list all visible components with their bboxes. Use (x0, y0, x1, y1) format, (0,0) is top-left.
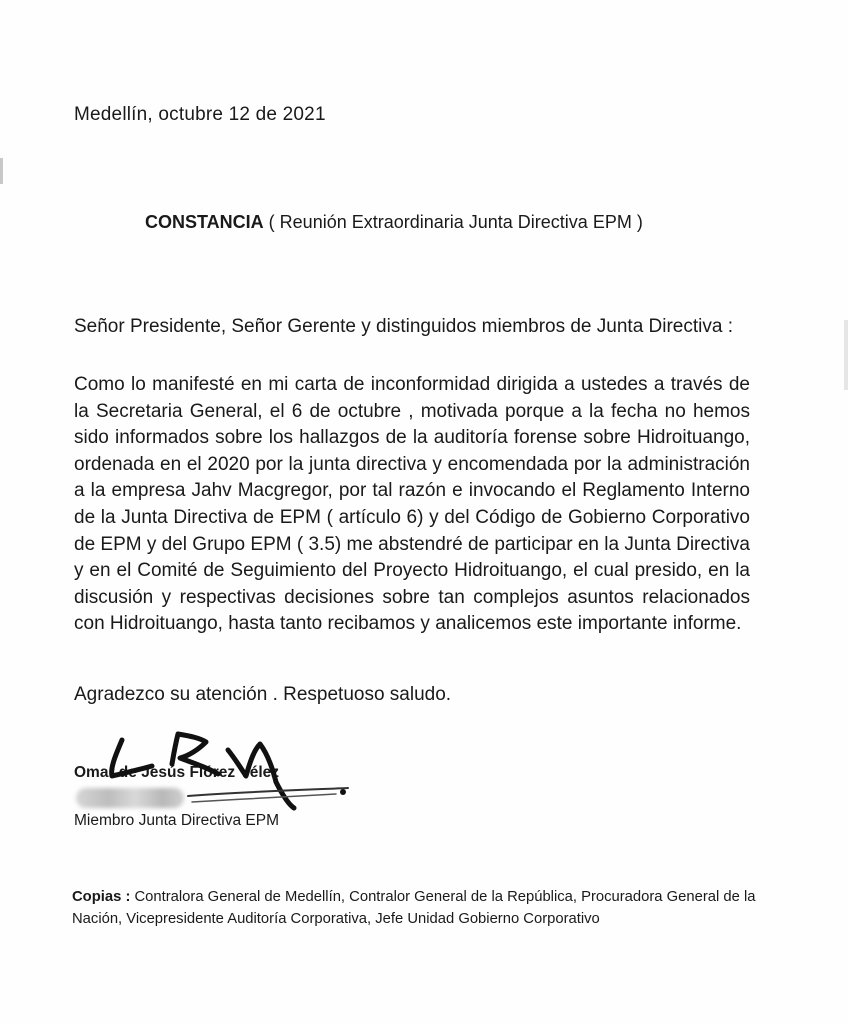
letter-closing: Agradezco su atención . Respetuoso saludo. (74, 684, 452, 705)
letter-subject (145, 212, 643, 233)
signer-name: Omar de Jesús Flórez Vélez (74, 764, 280, 781)
letter-date: Medellín, octubre 12 de 2021 (74, 104, 326, 125)
handwritten-signature (100, 722, 360, 822)
scan-edge-shadow (844, 320, 848, 390)
copies-block (72, 886, 762, 930)
copies-label: Copias : (72, 889, 131, 905)
letter-greeting: Señor Presidente, Señor Gerente y distinguidos miembros de Junta Directiva : (74, 316, 733, 337)
signer-role: Miembro Junta Directiva EPM (74, 812, 280, 829)
letter-body: Como lo manifesté en mi carta de inconformidad dirigida a ustedes a través de la Secretaria General, el 6 de octubre , motivada porque a la fecha no hemos sido informados sobre los hallazgos de la auditoría forense sobre Hidroituango, ordenada en el 2020 por la junta directiva y encomendada por la administración a la empresa Jahv Macgregor, por tal razón e invocando el Reglamento Interno de la Junta Directiva de EPM ( artículo 6) y del Código de Gobierno Corporativo de EPM y del Grupo EPM ( 3.5) me abstendré de participar en la Junta Directiva y en el Comité de Seguimiento del Proyecto Hidroituango, el cual presido, en la discusión y respectivas decisiones sobre tan complejos asuntos relacionados con Hidroituango, hasta tanto recibamos y analicemos este importante informe. (74, 374, 750, 635)
copies-recipients: Contralora General de Medellín, Contralor General de la República, Procuradora General de la Nación, Vicepresidente Auditoría Corporativa, Jefe Unidad Gobierno Corporativo (72, 889, 756, 927)
scan-edge-mark (0, 158, 3, 184)
subject-detail: ( Reunión Extraordinaria Junta Directiva EPM ) (263, 212, 643, 232)
subject-title: CONSTANCIA (145, 212, 264, 232)
